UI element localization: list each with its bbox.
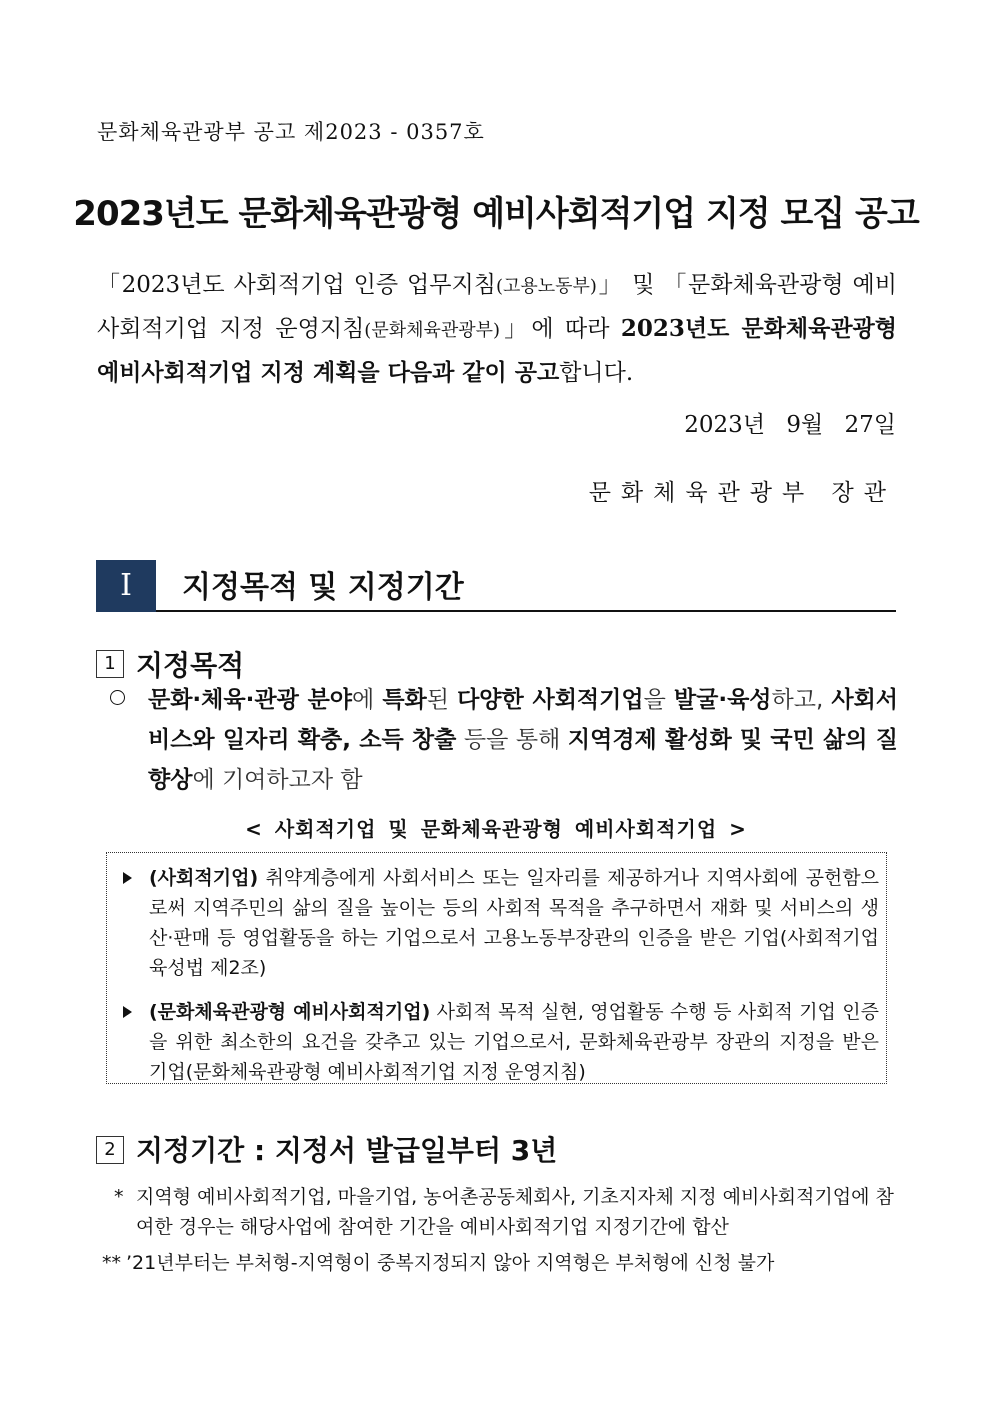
footnote-mark: *: [114, 1186, 124, 1208]
definitions-box: [106, 852, 887, 1084]
page-title: 2023년도 문화체육관광형 예비사회적기업 지정 모집 공고: [73, 194, 919, 234]
intro-text: 「2023년도 사회적기업 인증 업무지침: [97, 272, 496, 298]
subsection-title-purpose: 지정목적: [136, 649, 245, 682]
footnote-mark: **: [102, 1252, 121, 1274]
definition-label: (사회적기업): [149, 867, 259, 889]
intro-paragraph: [97, 264, 897, 394]
triangle-bullet-icon: [123, 872, 132, 884]
triangle-bullet-icon: [123, 1006, 132, 1018]
purpose-bold: 사회서비스와 일자리 확충, 소득 창출: [148, 687, 899, 753]
notice-number: 문화체육관광부 공고 제2023 - 0357호: [97, 120, 485, 144]
purpose-bold: 특화: [382, 687, 427, 713]
intro-text: 합니다.: [559, 360, 634, 386]
purpose-text: 에: [352, 687, 383, 713]
purpose-text: 등을 통해: [456, 727, 568, 753]
section-number-badge: I: [96, 560, 156, 612]
intro-source-small: (고용노동부): [495, 276, 597, 297]
purpose-bold: 지역경제 활성화 및 국민 삶의 질 향상: [148, 727, 898, 793]
announcement-date: 2023년 9월 27일: [684, 412, 896, 438]
definition-item: [123, 997, 879, 1087]
purpose-text: 을: [643, 687, 674, 713]
definition-text: [149, 997, 879, 1087]
bullet-circle: [110, 690, 125, 705]
purpose-text: 된: [426, 687, 458, 713]
purpose-bold: 다양한 사회적기업: [457, 687, 644, 713]
purpose-text: 하고,: [771, 687, 832, 713]
definition-item: [123, 863, 879, 983]
footnote-1: 지역형 예비사회적기업, 마을기업, 농어촌공동체회사, 기초지자체 지정 예비사회적기업에 참여한 경우는 해당사업에 참여한 기간을 예비사회적기업 지정기간에 합산: [136, 1186, 894, 1238]
purpose-paragraph: [148, 680, 898, 800]
subsection-number-box: 1: [96, 650, 124, 678]
purpose-bold: 발굴·육성: [673, 687, 772, 713]
definition-label: (문화체육관광형 예비사회적기업): [149, 1001, 431, 1023]
definition-body: 사회적 목적 실현, 영업활동 수행 등 사회적 기업 인증을 위한 최소한의 요건을 갖추고 있는 기업으로서, 문화체육관광부 장관의 지정을 받은 기업(문화체육관광형 예비사회적기업 지정 운영지침): [149, 1001, 879, 1083]
subsection-number-box: 2: [96, 1136, 124, 1164]
purpose-bold: 문화·체육·관광 분야: [148, 687, 352, 713]
definition-body: 취약계층에게 사회서비스 또는 일자리를 제공하거나 지역사회에 공헌함으로써 지역주민의 삶의 질을 높이는 등의 사회적 목적을 추구하면서 재화 및 서비스의 생산·판매 등 영업활동을 하는 기업으로서 고용노동부장관의 인증을 받은 기업(사회적기업육성법 제2조): [149, 867, 879, 979]
footnote-2: ’21년부터는 부처형-지역형이 중복지정되지 않아 지역형은 부처형에 신청 불가: [126, 1252, 775, 1274]
intro-bold-text: 2023년도 문화체육관광형 예비사회적기업 지정 계획을 다음과 같이 공고: [97, 315, 897, 386]
subsection-title-period: 지정기간 : 지정서 발급일부터 3년: [136, 1134, 558, 1167]
intro-text: 」에 따라: [500, 316, 621, 342]
section-title: 지정목적 및 지정기간: [182, 570, 464, 605]
section-underline: [156, 610, 896, 612]
intro-source-small: (문화체육관광부): [364, 320, 501, 341]
definitions-caption: < 사회적기업 및 문화체육관광형 예비사회적기업 >: [245, 817, 747, 841]
intro-text: 」 및 「문화체육관광형 예비사회적기업 지정 운영지침: [97, 272, 897, 342]
signatory: 문화체육관광부 장관: [588, 480, 896, 506]
definition-text: [149, 863, 879, 983]
purpose-text: 에 기여하고자 함: [192, 767, 363, 793]
